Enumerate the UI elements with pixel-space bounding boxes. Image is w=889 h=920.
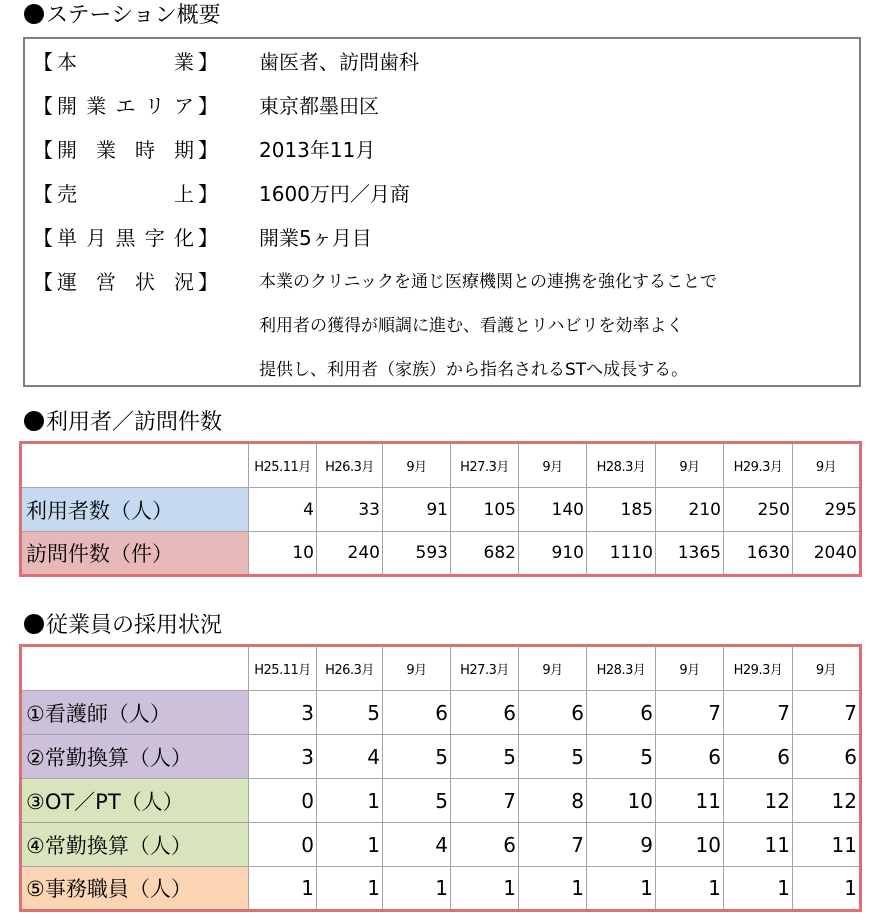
data-cell: 1 [724,867,793,911]
period-header: 9月 [383,443,451,488]
data-cell: 295 [793,488,861,532]
row-label-nurses-fte: ②常勤換算（人） [21,735,249,779]
data-cell: 7 [656,691,724,735]
data-cell: 10 [587,779,656,823]
label-char: 開 [57,94,77,118]
label-char: 況 [174,270,194,294]
label-char: 営 [96,270,116,294]
overview-row-area: 【 開 業 エ リ ア 】 東京都墨田区 [25,91,859,121]
data-cell: 5 [587,735,656,779]
data-cell: 11 [793,823,861,867]
data-cell: 1 [383,867,451,911]
data-cell: 5 [383,735,451,779]
data-cell: 7 [793,691,861,735]
data-cell: 3 [249,691,317,735]
overview-heading [24,2,221,30]
usage-header-row [21,443,861,488]
data-cell: 1 [519,867,587,911]
overview-value-sales: 1600万円／月商 [259,182,410,206]
label-char: 上 [174,182,194,206]
label-char: 月 [86,226,107,250]
period-header: H27.3月 [451,646,519,691]
label-char: 黒 [115,226,136,250]
data-cell: 6 [383,691,451,735]
period-header: H29.3月 [724,443,793,488]
table-row [21,691,861,735]
data-cell: 1630 [724,532,793,576]
data-cell: 1 [317,779,383,823]
period-header: H26.3月 [317,646,383,691]
bullet-dot-icon [24,411,44,431]
data-cell: 7 [519,823,587,867]
data-cell: 5 [519,735,587,779]
usage-title: 利用者／訪問件数 [46,410,223,435]
row-label-users: 利用者数（人） [21,488,249,532]
data-cell: 1110 [587,532,656,576]
period-header: H27.3月 [451,443,519,488]
overview-row-business: 【 本 業 】 歯医者、訪問歯科 [25,47,859,77]
staff-heading [24,612,222,640]
data-cell: 1365 [656,532,724,576]
row-label-therapists: ③OT／PT（人） [21,779,249,823]
data-cell: 1 [249,867,317,911]
label-char: 売 [57,182,77,206]
data-cell: 1 [317,823,383,867]
period-header: H28.3月 [587,646,656,691]
data-cell: 12 [793,779,861,823]
data-cell: 6 [656,735,724,779]
data-cell: 6 [519,691,587,735]
label-char: 運 [57,270,77,294]
data-cell: 1 [793,867,861,911]
label-char: 時 [135,138,155,162]
data-cell: 3 [249,735,317,779]
overview-row-status: 【 運 営 状 況 】 本業のクリニックを通じ医療機関との連携を強化することで [25,267,859,297]
data-cell: 2040 [793,532,861,576]
data-cell: 9 [587,823,656,867]
label-char: 本 [57,50,77,74]
data-cell: 0 [249,823,317,867]
usage-heading [24,409,222,437]
overview-row-sales: 【 売 上 】 1600万円／月商 [25,179,859,209]
data-cell: 7 [724,691,793,735]
data-cell: 4 [383,823,451,867]
data-cell: 240 [317,532,383,576]
period-header: H29.3月 [724,646,793,691]
data-cell: 1 [656,867,724,911]
period-header: H26.3月 [317,443,383,488]
table-row [21,488,861,532]
period-header: 9月 [793,646,861,691]
table-row [21,779,861,823]
data-cell: 210 [656,488,724,532]
usage-table [19,441,862,577]
data-cell: 140 [519,488,587,532]
label-char: 期 [174,138,194,162]
data-cell: 6 [724,735,793,779]
row-label-visits: 訪問件数（件） [21,532,249,576]
period-header: 9月 [519,443,587,488]
label-char: ア [174,94,194,118]
table-row [21,532,861,576]
overview-row-period: 【 開 業 時 期 】 2013年11月 [25,135,859,165]
data-cell: 33 [317,488,383,532]
overview-value-profit: 開業5ヶ月目 [259,226,372,250]
data-cell: 4 [317,735,383,779]
data-cell: 10 [656,823,724,867]
overview-value-status-line-3: 提供し、利用者（家族）から指名されるSTへ成長する。 [259,360,689,380]
label-char: エ [115,94,136,118]
header-corner-cell [21,443,249,488]
data-cell: 682 [451,532,519,576]
period-header: H25.11月 [249,646,317,691]
data-cell: 11 [724,823,793,867]
overview-value-business: 歯医者、訪問歯科 [259,50,419,74]
overview-row-profit: 【 単 月 黒 字 化 】 開業5ヶ月目 [25,223,859,253]
period-header: 9月 [519,646,587,691]
period-header: H28.3月 [587,443,656,488]
label-char: 化 [174,226,194,250]
data-cell: 6 [587,691,656,735]
data-cell: 8 [519,779,587,823]
period-header: 9月 [383,646,451,691]
staff-header-row [21,646,861,691]
row-label-nurses: ①看護師（人） [21,691,249,735]
data-cell: 5 [317,691,383,735]
data-cell: 1 [587,867,656,911]
overview-value-period: 2013年11月 [259,138,376,162]
period-header: H25.11月 [249,443,317,488]
data-cell: 593 [383,532,451,576]
data-cell: 6 [793,735,861,779]
label-char: 状 [135,270,155,294]
data-cell: 5 [383,779,451,823]
header-corner-cell [21,646,249,691]
data-cell: 5 [451,735,519,779]
data-cell: 11 [656,779,724,823]
overview-status-continued [25,355,859,385]
bullet-dot-icon [24,614,44,634]
period-header: 9月 [793,443,861,488]
label-char: 業 [96,138,116,162]
staff-table [19,644,862,912]
data-cell: 7 [451,779,519,823]
row-label-therapists-fte: ④常勤換算（人） [21,823,249,867]
table-row [21,867,861,911]
label-char: 開 [57,138,77,162]
data-cell: 12 [724,779,793,823]
data-cell: 910 [519,532,587,576]
staff-title: 従業員の採用状況 [46,613,223,638]
period-header: 9月 [656,646,724,691]
data-cell: 10 [249,532,317,576]
label-char: 字 [144,226,165,250]
overview-value-status-line-2: 利用者の獲得が順調に進む、看護とリハビリを効率よく [259,316,684,336]
table-row [21,823,861,867]
data-cell: 105 [451,488,519,532]
row-label-office-staff: ⑤事務職員（人） [21,867,249,911]
label-char: リ [144,94,165,118]
overview-value-status-line-1: 本業のクリニックを通じ医療機関との連携を強化することで [259,272,717,292]
overview-status-continued [25,311,859,341]
data-cell: 250 [724,488,793,532]
label-char: 単 [57,226,77,250]
overview-box [23,37,861,387]
data-cell: 1 [451,867,519,911]
bullet-dot-icon [24,4,44,24]
label-char: 業 [174,50,194,74]
data-cell: 0 [249,779,317,823]
table-row [21,735,861,779]
overview-title: ステーション概要 [46,3,221,28]
data-cell: 6 [451,823,519,867]
data-cell: 185 [587,488,656,532]
period-header: 9月 [656,443,724,488]
data-cell: 91 [383,488,451,532]
data-cell: 4 [249,488,317,532]
label-char: 業 [86,94,107,118]
data-cell: 1 [317,867,383,911]
data-cell: 6 [451,691,519,735]
overview-value-area: 東京都墨田区 [259,94,379,118]
